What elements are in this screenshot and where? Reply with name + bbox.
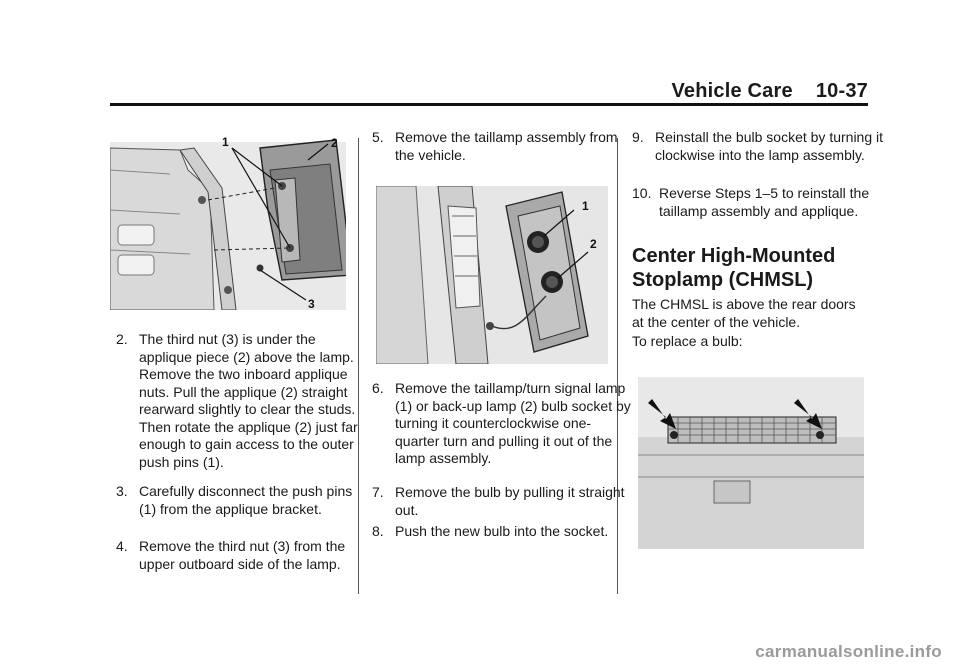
step-number: 5. (372, 129, 384, 145)
step-number: 8. (372, 523, 384, 539)
callout-2: 2 (331, 136, 338, 150)
step-text: Reinstall the bulb socket by turning it clockwise into the lamp assembly. (655, 129, 884, 163)
step-6 (372, 380, 631, 468)
watermark: carmanualsonline.info (755, 642, 942, 661)
step-3 (116, 483, 367, 518)
callout-1: 1 (222, 135, 229, 149)
step-10 (632, 185, 891, 220)
section-instruction: To replace a bulb: (632, 333, 743, 349)
callout-2: 2 (590, 237, 597, 251)
step-text: Push the new bulb into the socket. (395, 523, 609, 539)
step-number: 4. (116, 538, 128, 554)
step-text: Remove the taillamp/turn signal lamp (1) or back-up lamp (2) bulb socket by turning it counterclockwise one-quarter turn and pulling it out of the lamp assembly. (395, 380, 631, 466)
section-heading: Center High-Mounted Stoplamp (CHMSL) (632, 245, 836, 291)
step-text: Remove the third nut (3) from the upper outboard side of the lamp. (139, 538, 346, 572)
step-number: 3. (116, 483, 128, 499)
step-7 (372, 484, 627, 519)
step-5 (372, 129, 627, 164)
step-number: 2. (116, 331, 128, 347)
page-header-title (671, 80, 868, 103)
step-text: Remove the taillamp assembly from the vehicle. (395, 129, 618, 163)
step-number: 7. (372, 484, 384, 500)
step-number: 9. (632, 129, 644, 145)
taillamp-illustration (376, 186, 608, 364)
step-9 (632, 129, 891, 164)
step-2 (116, 331, 367, 471)
step-text: The third nut (3) is under the applique piece (2) above the lamp. Remove the two inboard applique nuts. Pull the applique (2) straight rearward slightly to clear the studs. Then rotate the applique (2) just far enough to gain access to the outer push pins (1). (139, 331, 358, 470)
figure-taillamp-sockets (376, 186, 608, 364)
header-rule (110, 103, 868, 106)
section-intro: The CHMSL is above the rear doors at the center of the vehicle. (632, 296, 856, 330)
step-text: Reverse Steps 1–5 to reinstall the taillamp assembly and applique. (659, 185, 870, 219)
step-number: 6. (372, 380, 384, 396)
callout-1: 1 (582, 199, 589, 213)
step-text: Carefully disconnect the push pins (1) from the applique bracket. (139, 483, 353, 517)
section-name: Vehicle Care (671, 80, 793, 102)
step-text: Remove the bulb by pulling it straight out. (395, 484, 625, 518)
figure-chmsl-location (638, 377, 864, 549)
step-4 (116, 538, 367, 573)
callout-3: 3 (308, 297, 315, 310)
page-number: 10-37 (815, 80, 868, 102)
figure-applique-removal (110, 130, 346, 310)
step-8 (372, 523, 627, 541)
step-number: 10. (632, 185, 652, 201)
chmsl-illustration (638, 377, 864, 549)
applique-illustration (110, 130, 346, 310)
